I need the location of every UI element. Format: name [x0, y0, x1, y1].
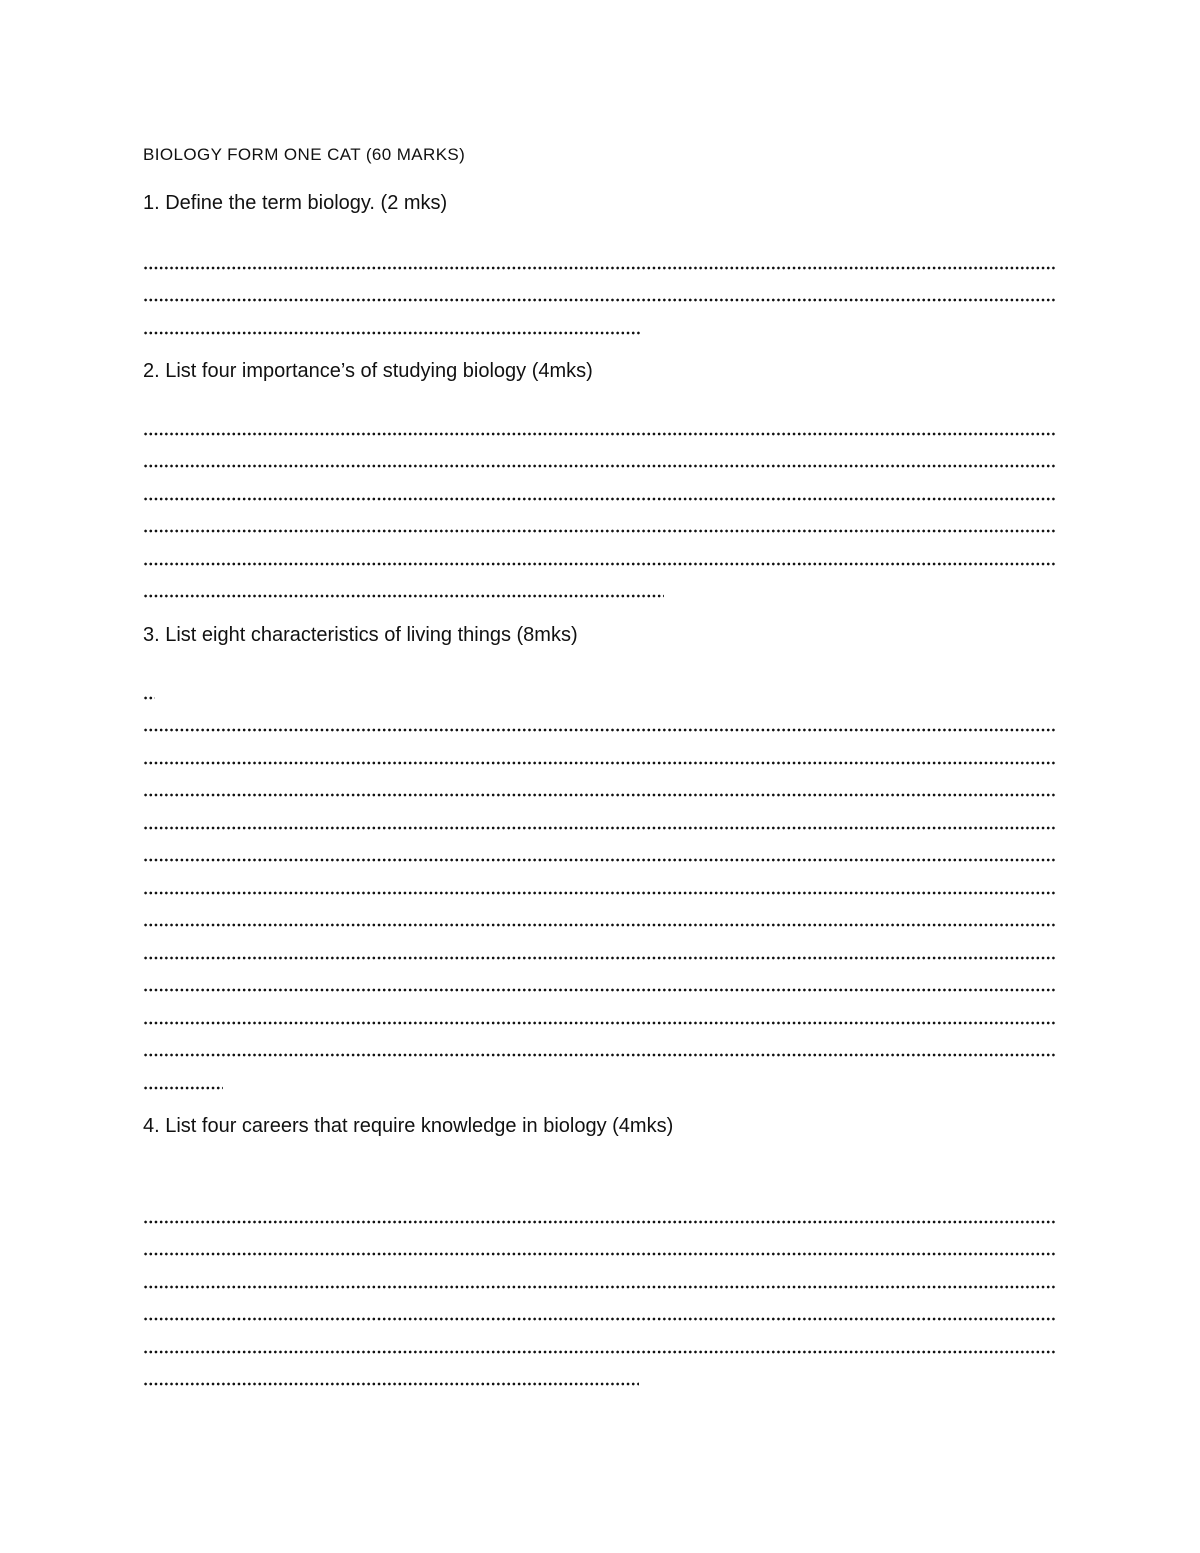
- answer-line: [143, 508, 1059, 541]
- dotted-rule: [143, 562, 1056, 566]
- answer-line: [143, 573, 1059, 606]
- answer-line: [143, 804, 1059, 837]
- answer-line: [143, 902, 1059, 935]
- answer-line: [143, 1198, 1059, 1231]
- answer-lines-question-2: [143, 410, 1059, 605]
- answer-line: [143, 1361, 1059, 1394]
- dotted-rule: [143, 793, 1056, 797]
- dotted-rule: [143, 1252, 1056, 1256]
- dotted-rule: [143, 529, 1056, 533]
- dotted-rule: [143, 761, 1056, 765]
- answer-line: [143, 443, 1059, 476]
- dotted-rule: [143, 1317, 1056, 1321]
- dotted-rule: [143, 594, 664, 598]
- answer-line: [143, 1328, 1059, 1361]
- answer-line: [143, 1064, 1059, 1097]
- answer-lines-question-3: [143, 674, 1059, 1097]
- dotted-rule: [143, 1285, 1056, 1289]
- question-1: 1. Define the term biology. (2 mks): [143, 192, 448, 214]
- dotted-rule: [143, 331, 640, 335]
- dotted-rule: [143, 266, 1056, 270]
- answer-line: [143, 772, 1059, 805]
- dotted-rule: [143, 1053, 1056, 1057]
- answer-lines-question-1: [143, 244, 1059, 342]
- answer-line: [143, 309, 1059, 342]
- answer-line: [143, 934, 1059, 967]
- answer-line: [143, 410, 1059, 443]
- answer-line: [143, 540, 1059, 573]
- dotted-rule: [143, 956, 1056, 960]
- answer-line: [143, 999, 1059, 1032]
- dotted-rule: [143, 696, 155, 700]
- question-4: 4. List four careers that require knowledge in biology (4mks): [143, 1115, 674, 1137]
- answer-line: [143, 707, 1059, 740]
- dotted-rule: [143, 432, 1056, 436]
- question-2: 2. List four importance’s of studying biology (4mks): [143, 360, 593, 382]
- answer-line: [143, 475, 1059, 508]
- dotted-rule: [143, 497, 1056, 501]
- dotted-rule: [143, 1382, 639, 1386]
- answer-lines-question-4: [143, 1198, 1059, 1393]
- answer-line: [143, 739, 1059, 772]
- dotted-rule: [143, 988, 1056, 992]
- dotted-rule: [143, 1350, 1056, 1354]
- question-3: 3. List eight characteristics of living things (8mks): [143, 624, 578, 646]
- answer-line: [143, 244, 1059, 277]
- answer-line: [143, 837, 1059, 870]
- answer-line: [143, 1296, 1059, 1329]
- dotted-rule: [143, 298, 1056, 302]
- dotted-rule: [143, 1021, 1056, 1025]
- dotted-rule: [143, 464, 1056, 468]
- dotted-rule: [143, 923, 1056, 927]
- answer-line: [143, 1263, 1059, 1296]
- dotted-rule: [143, 1220, 1056, 1224]
- answer-line: [143, 1032, 1059, 1065]
- dotted-rule: [143, 858, 1056, 862]
- dotted-rule: [143, 1086, 223, 1090]
- answer-line: [143, 277, 1059, 310]
- answer-line: [143, 967, 1059, 1000]
- dotted-rule: [143, 891, 1056, 895]
- dotted-rule: [143, 826, 1056, 830]
- dotted-rule: [143, 728, 1056, 732]
- exam-title: BIOLOGY FORM ONE CAT (60 MARKS): [143, 145, 466, 164]
- answer-line: [143, 674, 1059, 707]
- answer-line: [143, 1231, 1059, 1264]
- answer-line: [143, 869, 1059, 902]
